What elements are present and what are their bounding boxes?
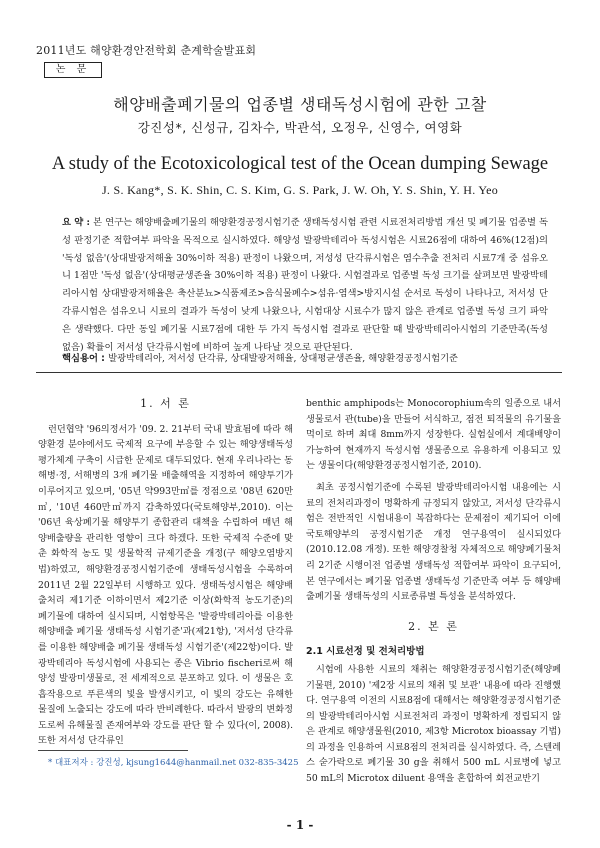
keywords-text: 발광박테리아, 저서성 단각류, 상대발광저해율, 상대평균생존율, 해양환경공정시험기준 [108,353,459,364]
header-divider [36,372,562,373]
left-column [38,396,293,755]
right-paragraph-1: benthic amphipods는 Monocorophium속의 일종으로 내서생물로서 관(tube)을 만들어 서식하고, 점전 퇴적물의 유기물을 먹이로 하며 최대 8mm까지 성장한다. 실험실에서 계대배양이 가능하여 현재까지 독성시험 생물종으로 유용하게 이용되고 있는 생물이다(해양환경공정시험기준, 2010). [306,398,561,472]
page-number: - 1 - [286,818,314,832]
right-column [306,396,561,793]
abstract-label: 요 약 : [62,217,94,228]
keywords [62,350,562,364]
section-body-title: 2. 본 론 [408,619,459,633]
korean-title: 해양배출폐기물의 업종별 생태독성시험에 관한 고찰 [113,95,487,114]
keywords-label: 핵심용어 : [62,353,109,364]
conference-header: 2011년도 해양환경안전학회 춘계학술발표회 [36,44,257,57]
paper-type-badge: 논 문 [44,62,102,78]
section-intro-title: 1. 서 론 [140,397,191,410]
intro-paragraph: 런던협약 '96의정서가 '09. 2. 21부터 국내 발효됨에 따라 해양환경 분야에서도 국제적 요구에 부응할 수 있는 해양생태독성 평가체계 구축이 시급한 문제로 대두되었다. 현재 우리나라는 동해병·정, 서해병의 3개 폐기물 배출해역을 지정하여 해양투기가 이루어지고 있으며, '05년 약993만㎥를 정점으로 '08년 620만㎥, '10년 460만㎥까지 감축하였다(국토해양부,2010). 이는 '06년 육상폐기물 해양투기 종합관리 대책을 수립하여 매년 해양배출량을 관리한 영향이 크다 하겠다. 또한 국제적 수준에 맞춘 화학적 농도 및 생물학적 규제기준을 개정(구 해양오염방지법)하였고, 해양환경공정시험기준에 생태독성시험을 수록하여 2011년 2월 22일부터 시행하고 있다. 생태독성시험은 해양배출처리 제1기준 이하이면서 제2기준 이상(화학적 농도기준)의 폐기물에 대하여 실시되며, 시험항목은 '발광박테리아를 이용한 해양배출 폐기물 생태독성 시험기준'과(제21항), '저서성 단각류를 이용한 해양배출 폐기물 생태독성 시험기준'(제22항)이다. 발광박테리아 독성시험에 사용되는 종은 Vibrio fischeri로써 해양성 발광미생물로, 전 세계적으로 분포하고 있다. 이 생물은 호흡작용으로 푸른색의 빛을 발생시키고, 이 빛의 강도는 유해한 물질에 노출되는 강도에 따라 반비례한다. 따라서 발광의 변화정도로써 유해물질 존재여부와 강도를 판단 할 수 있다(이, 2008). 또한 저서성 단각류인 [38,423,294,747]
right-paragraph-3: 시험에 사용한 시료의 채취는 해양환경공정시험기준(해양폐기물편, 2010) '제2장 시료의 채취 및 보관' 내용에 따라 진행했다. 연구용역 이전의 시료8점에 대해서는 해양환경공정시험기준의 발광박테리아시험 시료전처리 과정이 명확하게 정립되지 않은 관계로 해양생물원(2010, 제3항 Microtox bioassay 기법)의 과정을 인용하여 시료8점의 전처리를 실시하였다. 즉, 스텐레스 숟가락으로 폐기물 30 g을 취해서 500 mL 시료병에 넣고 50 mL의 Microtox diluent 용액을 혼합하여 회전교반기 [306,663,561,785]
subsection-2-1-title: 2.1 시료선정 및 전처리방법 [306,646,425,658]
right-paragraph-2: 최초 공정시험기준에 수록된 발광박테리아시험 내용에는 시료의 전처리과정이 명확하게 규정되지 않았고, 저서성 단각류시험은 전반적인 시험내용이 복잡하다는 문제점이 제기되어 이에 국토해양부의 공정시험기준 개정 연구용역이 실시되었다(2010.12.08 개정). 또한 해양경찰청 자체적으로 해양폐기물처리 2기준 시행이전 업종별 생태독성 적합여부 파악이 요구되어, 본 연구에서는 폐기물 업종별 생태독성 기준만족 여부 등 해양배출폐기물 생태독성의 시료종류별 특성을 분석하였다. [306,481,561,603]
korean-authors: 강진성*, 신성규, 김차수, 박관석, 오정우, 신영수, 여영화 [137,120,463,135]
english-authors: J. S. Kang*, S. K. Shin, C. S. Kim, G. S. Park, J. W. Oh, Y. S. Shin, Y. H. Yeo [101,183,499,197]
abstract-text: 본 연구는 해양배출폐기물의 해양환경공정시험기준 생태독성시험 관련 시료전처리방법 개선 및 폐기물 업종별 독성 판정기준 적합여부 파악을 목적으로 실시하였다. 해양성 발광박테리아 독성시험은 시료26점에 대하여 46%(12점)의 '독성 없음'(상대발광저해율 30%이하 적용) 판정이 나왔으며, 저성성 단각류시험은 염수추출 전처리 시료7개 중 섬유오니 1점만 '독성 없음'(상대평균생존율 30%이하 적용) 판정이 나왔다. 시험결과로 업종별 독성 크기를 살펴보면 발광박테리아시험 상대발광저해율은 축산분뇨>식품제조>음식물폐수>섬유·염색>방지시설 순서로 독성이 나타나고, 저서성 단각류시험은 섬유오니 시료의 결과가 독성이 낮게 나왔으나, 시험대상 시료수가 많지 않은 관계로 업종별 독성 크기 파악은 생략했다. 다만 동일 폐기물 시료7점에 대한 두 가지 독성시험 결과로 판단할 때 발광박테리아시험의 기준만족(독성 없음) 확률이 저서성 단각류시험에 비하여 높게 나타날 것으로 판단된다. [62,217,548,353]
footnote-divider [38,750,188,751]
english-title: A study of the Ecotoxicological test of the Ocean dumping Sewage [51,154,549,174]
abstract [62,214,548,356]
corresponding-author-footnote: * 대표저자 : 강진성, kjsung1644@hanmail.net 032-835-3425 [48,758,299,768]
